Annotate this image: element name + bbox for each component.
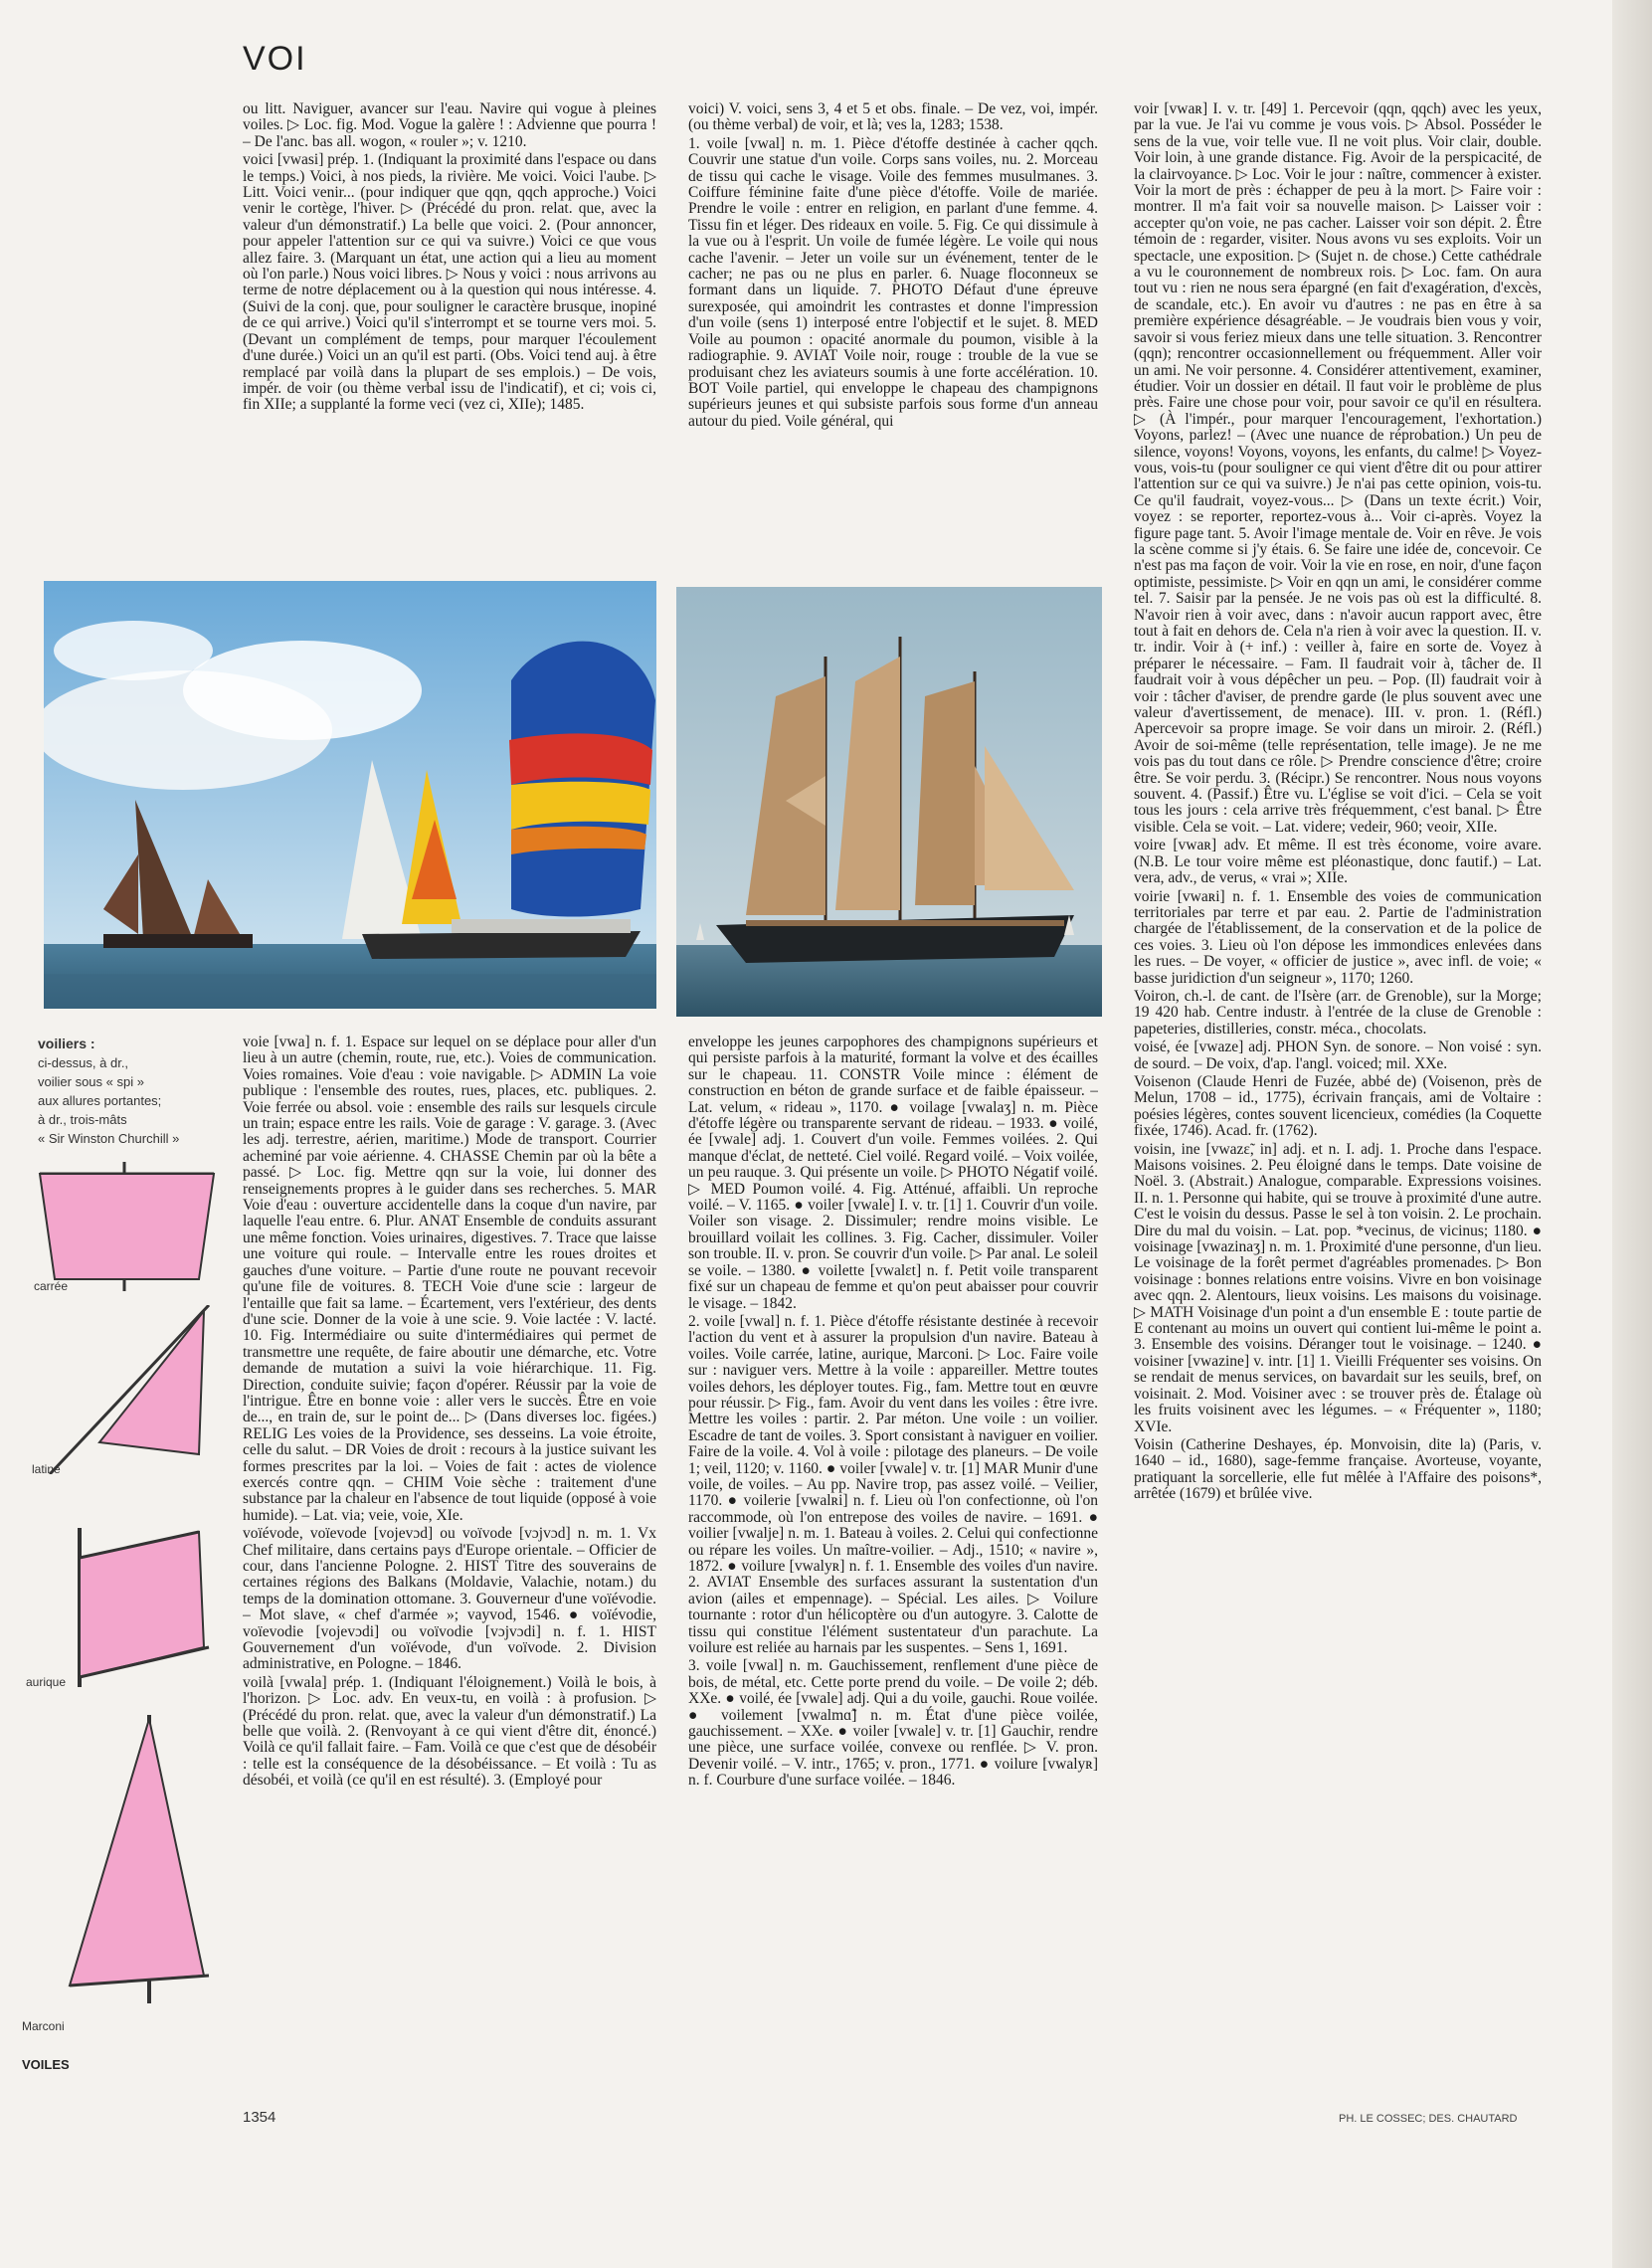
entry-text: Voisin (Catherine Deshayes, ép. Monvoisin, dite la) (Paris, v. 1640 – id., 1680), sage-femme française. Avorteuse, voyante, pratiquant la sorcellerie, elle fut mêlée à l'Affaire des poisons*, arrêtée (1679) et brûlée vive. — [1134, 1435, 1542, 1503]
page-header: VOI — [243, 40, 307, 78]
entry-text: voïévode, voïevode [vojevɔd] ou voïvode [vɔjvɔd] n. m. 1. Vx Chef militaire, dans certains pays d'Europe orientale. – Officier de cour, dans l'ancienne Pologne. 2. HIST Titre des souverains de certaines régions des Balkans (Moldavie, Valachie, notam.) du temps de la domination ottomane. 3. Gouverneur d'une voïévodie. – Mot slave, « chef d'armée »; vayvod, 1546. ● voïévodie, voïevodie [vojevɔdi] ou voïvodie [vɔjvɔdi] n. f. 1. HIST Gouvernement d'un voïévode, d'un voïvode. 2. Division administrative, en Pologne. – 1846. — [243, 1525, 656, 1673]
page-number: 1354 — [243, 2109, 276, 2126]
sails-figure-title: VOILES — [22, 2057, 70, 2072]
square-sail-illustration — [30, 1162, 219, 1291]
sail-label-aurique: aurique — [26, 1675, 67, 1689]
entry-text: voisé, ée [vwaze] adj. PHON Syn. de sonore. – Non voisé : syn. de sourd. – De voix, d'ap. l'angl. voiced; mil. XXe. — [1134, 1039, 1542, 1072]
entry-text: voici) V. voici, sens 3, 4 et 5 et obs. finale. – De vez, voi, impér. (ou thème verbal) de voir, et là; ves la, 1283; 1538. — [688, 101, 1098, 134]
entry-text: 3. voile [vwal] n. m. Gauchissement, renflement d'une pièce de bois, de métal, etc. Cette porte prend du voile. – De voile 2; déb. XXe. ● voilé, ée [vwale] adj. Qui a du voile, gauchi. Roue voilée. ● voilement [vwalmɑ̃] n. m. État d'une pièce voilée, gauchissement. – XXe. ● voiler [vwale] v. tr. [1] Gauchir, rendre une pièce, une surface voilée, convexe ou renflée. ▷ V. pron. Devenir voilé. – V. intr., 1765; v. pron., 1771. ● voilure [vwalyʀ] n. f. Courbure d'une surface voilée. – 1846. — [688, 1657, 1098, 1790]
entry-text: 1. voile [vwal] n. m. 1. Pièce d'étoffe destinée à cacher qqch. Couvrir une statue d'un voile. Corps sans voiles, nu. 2. Morceau de tissu qui cache le visage. Voile des femmes musulmanes. 3. Coiffure féminine faite d'une pièce d'étoffe. Voile de mariée. Prendre le voile : entrer en religion, en parlant d'une femme. 4. Tissu fin et léger. Des rideaux en voile. 5. Fig. Ce qui dissimule à la vue ou à l'esprit. Un voile de fumée légère. Le voile qui nous cache l'avenir. – Jeter un voile sur un événement, tenter de le cacher; ne pas ou ne plus en parler. 6. Nuage floconneux se formant dans un liquide. 7. PHOTO Défaut d'une épreuve surexposée, qui amoindrit les contrastes et donne l'impression d'un voile (sens 1) interposé entre l'objectif et le sujet. 8. MED Voile au poumon : opacité anormale du poumon, visible à la radiographie. 9. AVIAT Voile noir, rouge : trouble de la vue se produisant chez les aviateurs soumis à une forte accélération. 10. BOT Voile partiel, qui enveloppe le chapeau des champignons supérieurs jeunes et qui subsiste parfois sous forme d'un anneau autour du pied. Voile général, qui — [688, 134, 1098, 430]
entry-text: voire [vwaʀ] adv. Et même. Il est très économe, voire avare. (N.B. Le tour voire même est pléonastique, donc fautif.) – Lat. vera, adv., de verus, « vrai »; XIIe. — [1134, 837, 1542, 887]
marconi-sail-illustration — [40, 1715, 219, 2003]
column-2-top — [688, 101, 1098, 569]
entry-text: voilà [vwala] prép. 1. (Indiquant l'éloignement.) Voilà le bois, à l'horizon. ▷ Loc. adv. En veux-tu, en voilà : à profusion. ▷ (Précédé du pron. relat. que, avec la valeur d'un démonstratif.) La belle que voilà. 2. (Renvoyant à ce qui vient d'être dit, énoncé.) Voilà ce qu'il fallait faire. – Fam. Voilà ce que c'est que de désobéir : telle est la conséquence de la désobéissance. – Et voilà : Tu as désobéi, et voilà (ce qu'il en est résulté). 3. (Employé pour — [243, 1673, 656, 1790]
entry-text: voir [vwaʀ] I. v. tr. [49] 1. Percevoir (qqn, qqch) avec les yeux, par la vue. Je l'ai vu comme je vous vois. ▷ Absol. Posséder le sens de la vue, voir telle vue. Il ne voit plus. Voir clair, double. Voir loin, à une grande distance. Fig. Avoir de la perspicacité, de la clairvoyance. ▷ Loc. Voir le jour : naître, commencer à exister. Voir la mort de près : échapper de peu à la mort. ▷ Faire voir : montrer. Il m'a fait voir sa nouvelle maison. ▷ Laisser voir : accepter qu'on voie, ne pas cacher. Laisser voir son dépit. 2. Être témoin de : regarder, visiter. Nous avons vu ses exploits. Voir un spectacle, une exposition. ▷ (Sujet n. de chose.) Cette cathédrale a vu le couronnement de nombreux rois. ▷ Loc. fam. On aura tout vu : rien ne nous sera épargné (en fait d'exagération, d'excès, de scandale, etc.). En avoir vu d'autres : ne pas en être à sa première expérience désagréable. – Je voudrais bien vous y voir, savoir si vous feriez mieux dans une telle situation. 3. Rencontrer (qqn); rencontrer occasionnellement ou fréquemment. Aller voir un ami. Ne voir personne. 4. Considérer attentivement, examiner, étudier. Voir un dossier en détail. Il faut voir le problème de plus près. Faire une chose pour voir, pour savoir ce qu'il en résultera. ▷ (À l'impér., pour marquer l'encouragement, l'exhortation.) Voyons, parlez! – (Avec une nuance de réprobation.) Un peu de silence, voyons! Voyons, voyons, les enfants, du calme! ▷ Voyez-vous, vois-tu (pour souligner ce qui vient d'être dit ou pour attirer l'attention sur ce qui va suivre.) Je n'ai pas cette opinion, vois-tu. Ce qu'il faudrait, voyez-vous... ▷ (Dans un texte écrit.) Voir, voyez : se reporter, reportez-vous à... Voir ci-après. Voyez la figure page tant. 5. Avoir l'image mentale de. Voir en rêve. Je vois la scène comme si j'y étais. 6. Se faire une idée de, concevoir. Ce n'est pas ma façon de voir. Voir la vie en rose, en noir, d'une façon optimiste, pessimiste. ▷ Voir en qqn un ami, le considérer comme tel. 7. Saisir par la pensée. Je ne vois pas où est la difficulté. 8. N'avoir rien à voir avec, dans : n'avoir aucun rapport avec, être tout à fait en dehors de. Cela n'a rien à voir avec la question. II. v. tr. indir. Voir à (+ inf.) : veiller à, faire en sorte de. Voyez à préparer le nécessaire. – Fam. Il faudrait voir à, tâcher de. Il faudrait voir à vous dépêcher un peu. – Pop. (Il) faudrait voir à voir : tâcher d'aviser, de prendre garde (le plus souvent avec une valeur d'avertissement, de menace). III. v. pron. 1. (Réfl.) Apercevoir sa propre image. Se voir dans un miroir. 2. (Réfl.) Avoir de soi-même (telle représentation, telle image). Je ne me vois pas du tout dans ce rôle. ▷ Prendre conscience d'être; croire être. Se voir perdu. 3. (Récipr.) Se rencontrer. Nous nous voyons souvent. 4. (Passif.) Être vu. L'église se voit d'ici. – Cela se voit tous les jours : cela arrive très fréquemment, c'est banal. ▷ Être visible. Cela se voit. – Lat. videre; vedeir, 960; veoir, XIIe. — [1134, 101, 1542, 836]
photo-caption — [38, 1035, 237, 1148]
column-2-bottom — [688, 1035, 1098, 2094]
caption-line: « Sir Winston Churchill » — [38, 1131, 180, 1146]
column-1-bottom — [243, 1035, 656, 2094]
entry-text: Voiron, ch.-l. de cant. de l'Isère (arr. de Grenoble), sur la Morge; 19 420 hab. Centre industr. à l'entrée de la cluse de Grenoble : papeteries, distilleries, constr. méca., chocolats. — [1134, 987, 1542, 1038]
caption-line: aux allures portantes; — [38, 1093, 162, 1108]
column-1-top — [243, 101, 656, 569]
sail-label-carree: carrée — [34, 1279, 69, 1293]
caption-heading: voiliers : — [38, 1036, 95, 1051]
entry-text: voici [vwasi] prép. 1. (Indiquant la proximité dans l'espace ou dans le temps.) Voici, à nos pieds, la rivière. Me voici. Voici l'aube. ▷ Litt. Voici venir... (pour indiquer que qqn, qqch approche.) Voici venir le cortège, l'hiver. ▷ (Précédé du pron. relat. que, avec la valeur d'un démonstratif.) La belle que voici. 2. (Pour annoncer, pour appeler l'attention sur ce qui va suivre.) Voici ce que vous allez faire. 3. (Marquant un état, une action qui a lieu au moment où l'on parle.) Nous voici libres. ▷ Nous y voici : nous arrivons au terme de notre déplacement ou à la question qui nous intéresse. 4. (Suivi de la conj. que, pour souligner le caractère brusque, inopiné de ce qui arrive.) Voici qu'il s'interrompt et se tourne vers moi. 5. (Devant un complément de temps, pour marquer l'écoulement d'une durée.) Voici un an qu'il est parti. (Obs. Voici tend auj. à être remplacé par voilà dans la plupart de ses emplois.) – De vois, impér. de voir (ou thème verbal issu de l'indicatif), et ci; vois ci, fin XIIe; a supplanté la forme veci (vez ci, XIIe); 1485. — [243, 151, 656, 414]
sail-label-marconi: Marconi — [22, 2019, 65, 2033]
three-masted-ship-photo — [676, 587, 1102, 1017]
entry-text: ou litt. Naviguer, avancer sur l'eau. Navire qui vogue à pleines voiles. ▷ Loc. fig. Mod. Vogue la galère ! : Advienne que pourra ! – De l'anc. bas all. wogon, « rouler »; v. 1210. — [243, 101, 656, 150]
gaff-sail-illustration — [30, 1528, 219, 1687]
caption-line: voilier sous « spi » — [38, 1074, 144, 1089]
caption-line: ci-dessus, à dr., — [38, 1055, 129, 1070]
entry-text: 2. voile [vwal] n. f. 1. Pièce d'étoffe résistante destinée à recevoir l'action du vent et à assurer la propulsion d'un navire. Bateau à voiles. Voile carrée, latine, aurique, Marconi. ▷ Loc. Faire voile sur : naviguer vers. Mettre à la voile : appareiller. Mettre toutes voiles dehors, les déployer toutes. Fig., fam. Mettre tout en œuvre pour réussir. ▷ Fig., fam. Avoir du vent dans les voiles : être ivre. Mettre les voiles : partir. 2. Par méton. Une voile : un voilier. Escadre de tant de voiles. 3. Sport consistant à naviguer en voilier. Faire de la voile. 4. Vol à voile : pilotage des planeurs. – De voile 1; veil, 1120; v. 1160. ● voiler [vwale] v. tr. [1] MAR Munir d'une voile, de voiles. – Au pp. Navire trop, pas assez voilé. – Veilier, 1170. ● voilerie [vwalʀi] n. f. Lieu où l'on confectionne, où l'on raccommode, où l'on entrepose des voiles de navire. – 1691. ● voilier [vwalje] n. m. 1. Bateau à voiles. 2. Celui qui confectionne ou répare les voiles. Un maître-voilier. – Adj., 1510; « navire », 1872. ● voilure [vwalyʀ] n. f. 1. Ensemble des voiles d'un navire. 2. AVIAT Ensemble des surfaces assurant la sustentation d'un avion (ailes et empennage). – Spécial. Les ailes. ▷ Voilure tournante : rotor d'un hélicoptère ou d'un autogyre. 3. Calotte de tissu qui constitue l'élément sustentateur d'un parachute. La voilure est reliée au harnais par les suspentes. – Sens 1, 1691. — [688, 1312, 1098, 1657]
column-3 — [1134, 101, 1542, 2101]
entry-text: Voisenon (Claude Henri de Fuzée, abbé de) (Voisenon, près de Melun, 1708 – id., 1775), écrivain français, ami de Voltaire : poésies légères, contes souvent licencieux, comédies (la Coquette fixée, 1746). Acad. fr. (1762). — [1134, 1072, 1542, 1140]
entry-text: enveloppe les jeunes carpophores des champignons supérieurs et qui persiste parfois à la maturité, formant la volve et des écailles sur le chapeau. 11. CONSTR Voile mince : élément de construction en béton de grande surface et de faible épaisseur. – Lat. velum, « rideau », 1170. ● voilage [vwalaʒ] n. m. Pièce d'étoffe légère ou transparente servant de rideau. – 1933. ● voilé, ée [vwale] adj. 1. Couvert d'un voile. Femmes voilées. 2. Qui manque d'éclat, de netteté. Ciel voilé. Regard voilé. – Voix voilée, un peu rauque. 3. Qui présente un voile. ▷ PHOTO Négatif voilé. ▷ MED Poumon voilé. 4. Fig. Atténué, affaibli. Un reproche voilé. – V. 1165. ● voiler [vwale] I. v. tr. [1] 1. Couvrir d'un voile. Voiler son visage. 2. Dissimuler; rendre moins visible. Le brouillard voilait les collines. 3. Fig. Cacher, dissimuler. Voiler son trouble. II. v. pron. Se couvrir d'un voile. ▷ Par anal. Le soleil se voile. – 1380. ● voilette [vwalɛt] n. f. Petit voile transparent fixé sur un chapeau de femme et qu'on peut abaisser pour couvrir le visage. – 1842. — [688, 1035, 1098, 1312]
sailing-ship-photo-spi — [44, 581, 656, 1009]
caption-line: à dr., trois-mâts — [38, 1112, 127, 1127]
page-edge — [1612, 0, 1652, 2268]
photo-credit: PH. LE COSSEC; DES. CHAUTARD — [1339, 2113, 1518, 2125]
lateen-sail-illustration — [40, 1305, 219, 1474]
entry-text: voirie [vwaʀi] n. f. 1. Ensemble des voies de communication territoriales par terre et par eau. 2. Partie de l'administration chargée de l'établissement, de la conservation et de la police de ces voies. 3. Lieu où l'on dépose les immondices enlevées dans les rues. – De voyer, « officier de justice », avec infl. de voie; « basse juridiction d'un seigneur », 1170; 1260. — [1134, 887, 1542, 987]
entry-text: voisin, ine [vwazɛ̃, in] adj. et n. I. adj. 1. Proche dans l'espace. Maisons voisines. 2. Peu éloigné dans le temps. Date voisine de Noël. 3. (Abstrait.) Analogue, comparable. Expressions voisines. II. n. 1. Personne qui habite, qui se trouve à proximité d'une autre. C'est le voisin du dessus. Passe le sel à ton voisin. 2. Le prochain. Dire du mal du voisin. – Lat. pop. *vecinus, de vicinus; 1180. ● voisinage [vwazinaʒ] n. m. 1. Proximité d'une personne, d'un lieu. Le voisinage de la forêt permet d'agréables promenades. ▷ Bon voisinage : bonnes relations entre voisins. Vivre en bon voisinage avec qqn. 2. Alentours, lieux voisins. Les maisons du voisinage. ▷ MATH Voisinage d'un point a d'un ensemble E : toute partie de E contenant au moins un ouvert qui contient lui-même le point a. 3. Ensemble des voisins. Déranger tout le voisinage. – 1240. ● voisiner [vwazine] v. intr. [1] 1. Vieilli Fréquenter ses voisins. On se rendait de menus services, on bavardait sur les seuils, bref, on voisinait. 2. Mod. Voisiner avec : se trouver près de. Étalage où les fruits voisinent avec les légumes. – « Fréquenter », 1180; XVIe. — [1134, 1140, 1542, 1435]
entry-text: voie [vwa] n. f. 1. Espace sur lequel on se déplace pour aller d'un lieu à un autre (chemin, route, rue, etc.). Voies de communication. Voies romaines. Voie d'eau : voie navigable. ▷ ADMIN La voie publique : l'ensemble des routes, rues, places, etc. publiques. 2. Voie ferrée ou absol. voie : ensemble des rails sur lesquels circule un train; espace entre les rails. Voie de garage : V. garage. 3. (Avec les adj. terrestre, aérien, maritime.) Mode de transport. Courrier acheminé par voie aérienne. 4. CHASSE Chemin par où la bête a passé. ▷ Loc. fig. Mettre qqn sur la voie, lui donner des renseignements propres à le guider dans ses recherches. 5. MAR Voie d'eau : ouverture accidentelle dans la coque d'un navire, par laquelle l'eau entre. 6. Plur. ANAT Ensemble de conduits assurant une même fonction. Voies urinaires, digestives. 7. Trace que laisse une voiture qui roule. – Intervalle entre les roues droites et gauches d'une voiture. – Partie d'une route ne pouvant recevoir qu'une file de voitures. 8. TECH Voie d'une scie : largeur de l'entaille que fait sa lame. – Écartement, vers l'extérieur, des dents d'une scie. Donner de la voie à une scie. 9. Voie lactée : V. lacté. 10. Fig. Intermédiaire ou suite d'intermédiaires qui permet de transmettre une requête, de faire aboutir une démarche, etc. Votre demande de mutation a suivi la voie hiérarchique. 11. Fig. Direction, conduite suivie; façon d'opérer. Réussir par la voie de l'intrigue. Être en bonne voie : aller vers le succès. Être en voie de..., en train de, sur le point de... ▷ (Dans diverses loc. figées.) RELIG Les voies de la Providence, ses desseins. La voie étroite, celle du salut. – DR Voies de droit : recours à la justice suivant les formes prescrites par la loi. – Voies de fait : actes de violence exercés contre qqn. – CHIM Voie sèche : traitement d'une substance par la chaleur en l'absence de tout liquide (opposé à voie humide). – Lat. via; veie, voie, XIe. — [243, 1035, 656, 1524]
sail-label-latine: latine — [32, 1462, 61, 1476]
